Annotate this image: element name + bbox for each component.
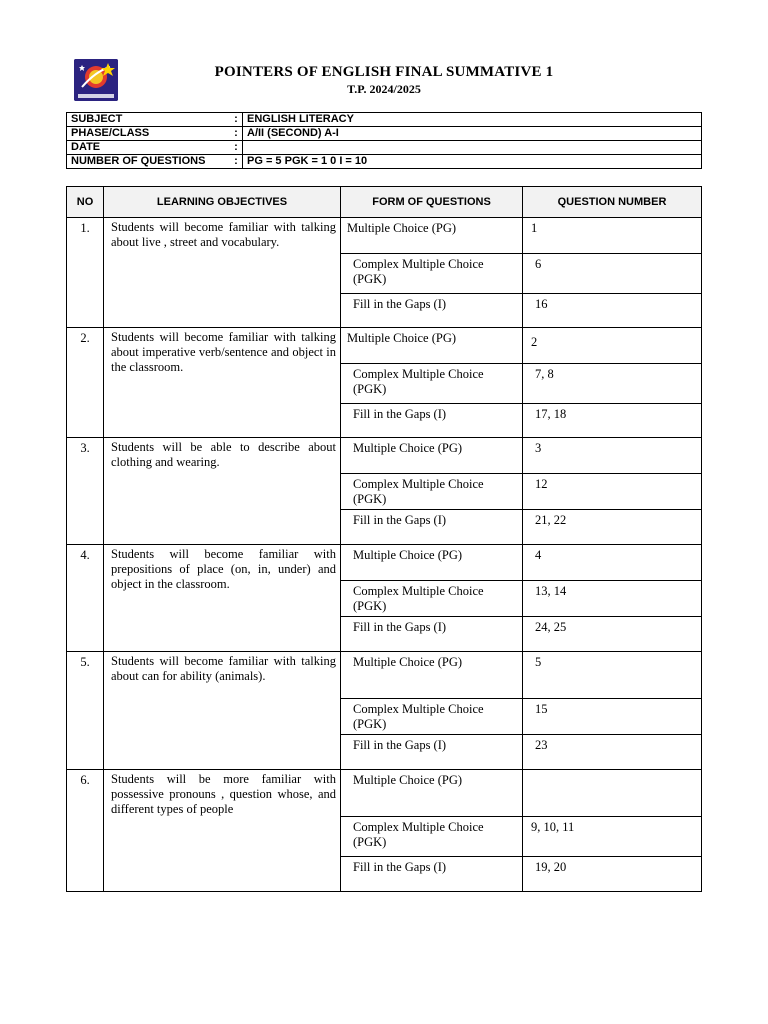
row-number: 6. [67,770,104,892]
question-number-cell [523,404,702,438]
row-number: 5. [67,652,104,770]
form-of-question: Multiple Choice (PG) [353,548,463,562]
header-no: NO [67,187,104,218]
info-label: DATE [67,141,231,155]
question-number: 5 [535,655,542,669]
school-logo [74,59,118,101]
question-number-cell [523,817,702,857]
question-number: 4 [535,548,542,562]
info-label: SUBJECT [67,113,231,127]
form-of-question: Complex Multiple Choice (PGK) [353,584,484,613]
form-of-question-cell [341,364,523,404]
question-number-cell [523,364,702,404]
info-label: PHASE/CLASS [67,127,231,141]
question-number: 17, 18 [535,407,567,421]
question-number: 3 [535,441,542,455]
info-separator: : [230,113,243,127]
learning-objective-cell [104,328,341,438]
table-row [67,438,702,474]
header-form-of-questions: FORM OF QUESTIONS [341,187,523,218]
question-number: 13, 14 [535,584,567,598]
form-of-question-cell [341,817,523,857]
info-separator: : [230,127,243,141]
question-number: 16 [535,297,548,311]
question-number: 1 [531,221,538,235]
info-value: A/II (SECOND) A-I [243,127,702,141]
question-number-cell [523,735,702,770]
info-row [67,141,702,155]
header-question-number: QUESTION NUMBER [523,187,702,218]
info-row [67,113,702,127]
question-number: 23 [535,738,548,752]
pointers-table [66,186,702,892]
form-of-question: Fill in the Gaps (I) [353,297,447,311]
row-number: 2. [67,328,104,438]
form-of-question: Multiple Choice (PG) [353,655,463,669]
info-separator: : [230,155,243,169]
page-subtitle: T.P. 2024/2025 [347,82,421,96]
learning-objective: Students will be more familiar with possessive pronouns , question whose, and different types of people [111,772,336,816]
question-number-cell [523,699,702,735]
form-of-question: Multiple Choice (PG) [347,331,457,345]
form-of-question-cell [341,294,523,328]
form-of-question-cell [341,770,523,817]
info-value [243,141,702,155]
question-number: 2 [531,335,538,349]
question-number [523,770,701,773]
form-of-question-cell [341,652,523,699]
question-number-cell [523,294,702,328]
learning-objective: Students will become familiar with talking about live , street and vocabulary. [111,220,336,249]
header-learning-objectives: LEARNING OBJECTIVES [104,187,341,218]
form-of-question-cell [341,474,523,510]
form-of-question: Complex Multiple Choice (PGK) [353,820,484,849]
row-number: 1. [67,218,104,328]
info-separator: : [230,141,243,155]
form-of-question-cell [341,328,523,364]
learning-objective: Students will become familiar with prepositions of place (on, in, under) and object in the classroom. [111,547,336,591]
form-of-question-cell [341,699,523,735]
row-number: 3. [67,438,104,545]
question-number: 15 [535,702,548,716]
form-of-question-cell [341,404,523,438]
learning-objective-cell [104,438,341,545]
question-number-cell [523,328,702,364]
question-number-cell [523,545,702,581]
question-number-cell [523,254,702,294]
learning-objective: Students will become familiar with talking about can for ability (animals). [111,654,336,683]
info-table [66,112,702,169]
table-row [67,218,702,254]
question-number: 19, 20 [535,860,567,874]
form-of-question-cell [341,617,523,652]
form-of-question: Fill in the Gaps (I) [353,738,447,752]
question-number-cell [523,617,702,652]
question-number-cell [523,581,702,617]
info-label: NUMBER OF QUESTIONS [67,155,231,169]
info-row [67,155,702,169]
learning-objective-cell [104,545,341,652]
table-row [67,545,702,581]
table-row [67,652,702,699]
learning-objective-cell [104,652,341,770]
question-number: 12 [535,477,548,491]
question-number-cell [523,770,702,817]
form-of-question: Complex Multiple Choice (PGK) [353,477,484,506]
form-of-question: Fill in the Gaps (I) [353,620,447,634]
form-of-question: Fill in the Gaps (I) [353,513,447,527]
question-number-cell [523,474,702,510]
question-number: 9, 10, 11 [531,820,575,834]
form-of-question: Fill in the Gaps (I) [353,407,447,421]
form-of-question: Multiple Choice (PG) [347,221,457,235]
form-of-question: Multiple Choice (PG) [353,773,463,787]
question-number-cell [523,857,702,892]
form-of-question: Complex Multiple Choice (PGK) [353,257,484,286]
question-number: 21, 22 [535,513,567,527]
page-title: POINTERS OF ENGLISH FINAL SUMMATIVE 1 [214,64,554,80]
form-of-question-cell [341,438,523,474]
learning-objective: Students will be able to describe about clothing and wearing. [111,440,336,469]
question-number-cell [523,652,702,699]
question-number-cell [523,218,702,254]
learning-objective-cell [104,218,341,328]
question-number: 6 [535,257,542,271]
form-of-question: Multiple Choice (PG) [353,441,463,455]
table-row [67,328,702,364]
info-value: ENGLISH LITERACY [243,113,702,127]
form-of-question-cell [341,254,523,294]
form-of-question-cell [341,510,523,545]
learning-objective: Students will become familiar with talking about imperative verb/sentence and object in the classroom. [111,330,336,374]
row-number: 4. [67,545,104,652]
question-number-cell [523,510,702,545]
form-of-question-cell [341,545,523,581]
table-row [67,770,702,817]
form-of-question-cell [341,735,523,770]
form-of-question: Fill in the Gaps (I) [353,860,447,874]
learning-objective-cell [104,770,341,892]
form-of-question-cell [341,581,523,617]
form-of-question: Complex Multiple Choice (PGK) [353,702,484,731]
form-of-question-cell [341,857,523,892]
question-number: 7, 8 [535,367,554,381]
question-number: 24, 25 [535,620,567,634]
info-value: PG = 5 PGK = 1 0 I = 10 [243,155,702,169]
info-row [67,127,702,141]
form-of-question-cell [341,218,523,254]
question-number-cell [523,438,702,474]
form-of-question: Complex Multiple Choice (PGK) [353,367,484,396]
